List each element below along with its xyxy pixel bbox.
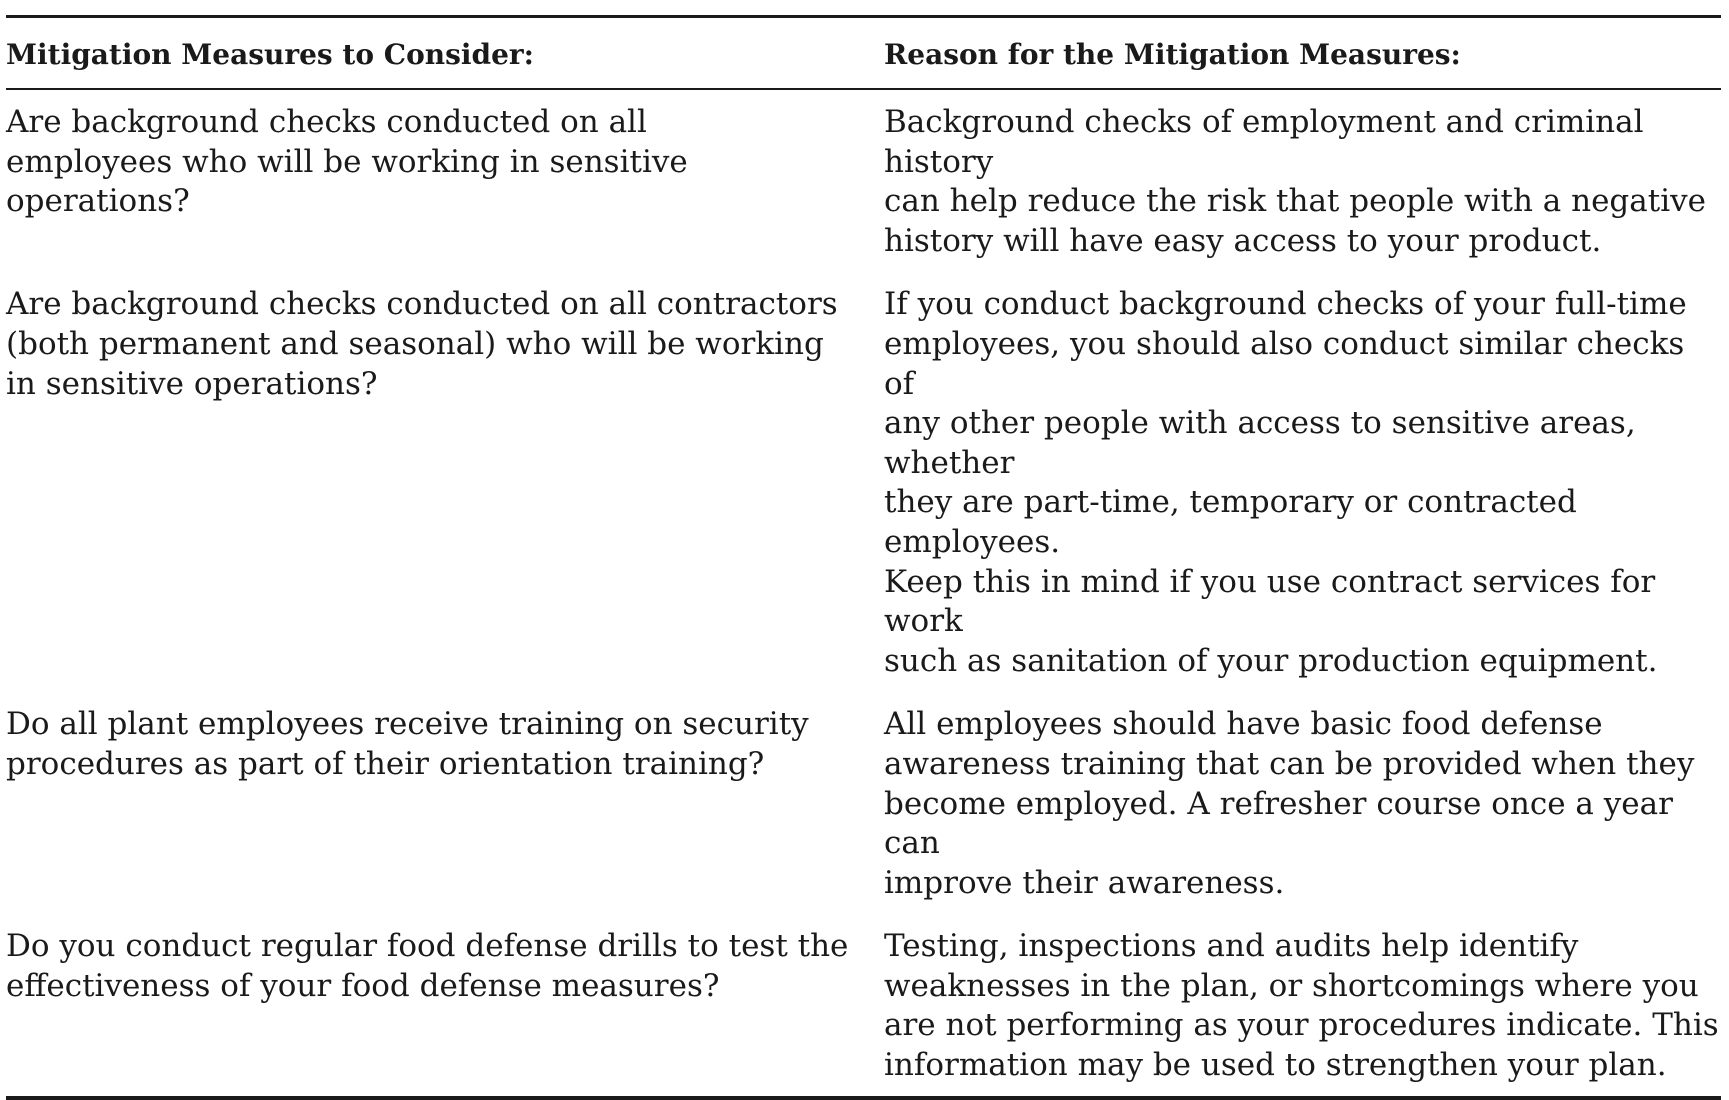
measure-cell: Do you conduct regular food defense drills to test the effectiveness of your food defense measures? (6, 928, 849, 1004)
table-body (6, 89, 1721, 1098)
header-mitigation-measures: Mitigation Measures to Consider: (6, 38, 534, 71)
table-row (6, 917, 1721, 1097)
header-reason: Reason for the Mitigation Measures: (884, 38, 1461, 71)
reason-cell: All employees should have basic food defense awareness training that can be provided when they become employed. A refresher course once a year can improve their awareness. (884, 706, 1695, 901)
measure-cell: Do all plant employees receive training on security procedures as part of their orientation training? (6, 706, 809, 782)
table-row (6, 275, 1721, 695)
measure-cell: Are background checks conducted on all employees who will be working in sensitive operations? (6, 104, 688, 220)
table-header (6, 17, 1721, 90)
table-row (6, 695, 1721, 917)
table-row (6, 89, 1721, 275)
reason-cell: Testing, inspections and audits help identify weaknesses in the plan, or shortcomings where you are not performing as your procedures indicate. This information may be used to strengthen your plan. (884, 928, 1719, 1084)
reason-cell: If you conduct background checks of your full-time employees, you should also conduct similar checks of any other people with access to sensitive areas, whether they are part-time, temporary or contracted employees. Keep this in mind if you use contract services for work such as sanitation of your production equipment. (884, 286, 1687, 679)
header-row (6, 17, 1721, 90)
reason-cell: Background checks of employment and criminal history can help reduce the risk that people with a negative history will have easy access to your product. (884, 104, 1706, 259)
measure-cell: Are background checks conducted on all contractors (both permanent and seasonal) who will be working in sensitive operations? (6, 286, 838, 402)
mitigation-measures-table (6, 15, 1721, 1100)
